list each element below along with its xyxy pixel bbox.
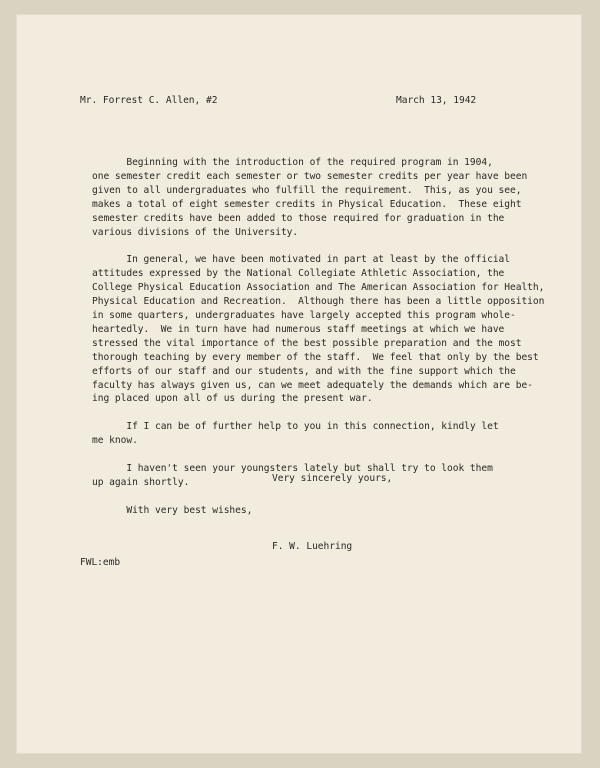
paragraph-1: Beginning with the introduction of the required program in 1904, one semester credit each semester or two semester credits per year have been given to all undergraduates who fulfill the requirement. This, as you see, makes a total of eight semester credits in Physical Education. These eight semester credits have been added to those required for graduation in the various divisions of the University. [92,157,528,238]
paragraph-3: If I can be of further help to you in this connection, kindly let me know. [92,421,499,447]
paragraph-2: In general, we have been motivated in part at least by the official attitudes expressed by the National Collegiate Athletic Association, the College Physical Education Association and The American Association for Health, Physical Education and Recreation. Although there has been a little opposition in some quarters, undergraduates have largely accepted this program whole- heartedly. We in turn have had numerous staff meetings at which we have stressed the vital importance of the best possible preparation and the most thorough teaching by every member of the staff. We feel that only by the best efforts of our staff and our students, and with the fine support which the faculty has always given us, can we meet adequately the demands which are be- ing placed upon all of us during the present war. [92,254,545,405]
signature-name: F. W. Luehring [272,541,353,552]
letter-body [92,156,544,518]
recipient-line: Mr. Forrest C. Allen, #2 [80,95,218,106]
paragraph-4: I haven't seen your youngsters lately but shall try to look them up again shortly. [92,462,493,488]
closing-line: Very sincerely yours, [272,473,393,484]
letter-date: March 13, 1942 [396,95,477,106]
typist-initials: FWL:emb [80,557,121,568]
paragraph-5: With very best wishes, [92,504,253,516]
